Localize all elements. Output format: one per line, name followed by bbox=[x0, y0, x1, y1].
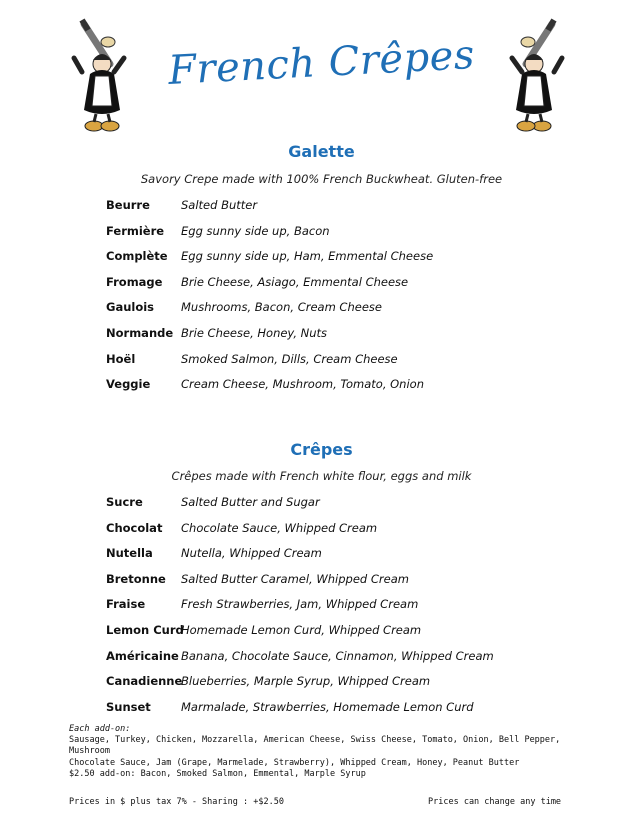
addons-line: Chocolate Sauce, Jam (Grape, Marmelade, Strawberry), Whipped Cream, Honey, Peanut Butter bbox=[69, 757, 520, 768]
item-name: Sunset bbox=[106, 699, 151, 714]
item-name: Nutella bbox=[106, 546, 153, 561]
item-description: Egg sunny side up, Ham, Emmental Cheese bbox=[181, 249, 434, 264]
galette-heading: Galette bbox=[288, 142, 355, 161]
item-name: Canadienne bbox=[106, 674, 183, 689]
crepes-heading: Crêpes bbox=[290, 440, 353, 459]
item-description: Smoked Salmon, Dills, Cream Cheese bbox=[181, 351, 398, 366]
addons-block bbox=[69, 724, 569, 780]
item-description: Cream Cheese, Mushroom, Tomato, Onion bbox=[181, 377, 424, 392]
addons-line: Sausage, Turkey, Chicken, Mozzarella, American Cheese, Swiss Cheese, Tomato, Onion, Bell Pepper, Mushroom bbox=[69, 735, 561, 757]
item-name: Beurre bbox=[106, 198, 150, 212]
item-name: Lemon Curd bbox=[106, 622, 184, 637]
item-description: Marmalade, Strawberries, Homemade Lemon Curd bbox=[181, 699, 474, 714]
item-name: Fraise bbox=[106, 597, 146, 612]
addons-label: Each add-on: bbox=[69, 724, 131, 734]
item-description: Brie Cheese, Honey, Nuts bbox=[181, 325, 328, 340]
item-name: Sucre bbox=[106, 495, 143, 509]
item-name: Fromage bbox=[106, 274, 163, 289]
item-description: Egg sunny side up, Bacon bbox=[181, 223, 330, 238]
price-change-note: Prices can change any time bbox=[428, 797, 562, 807]
item-name: Hoël bbox=[106, 351, 136, 366]
item-name: Normande bbox=[106, 325, 174, 340]
item-description: Fresh Strawberries, Jam, Whipped Cream bbox=[181, 597, 419, 612]
pricing-note: Prices in $ plus tax 7% - Sharing : +$2.50 bbox=[69, 797, 284, 807]
item-description: Chocolate Sauce, Whipped Cream bbox=[181, 520, 378, 535]
item-description: Nutella, Whipped Cream bbox=[181, 546, 322, 561]
item-description: Brie Cheese, Asiago, Emmental Cheese bbox=[181, 274, 409, 289]
menu-title: French Crêpes bbox=[167, 32, 476, 94]
item-description: Banana, Chocolate Sauce, Cinnamon, Whipped Cream bbox=[181, 648, 494, 663]
item-name: Complète bbox=[106, 249, 168, 264]
item-name: Chocolat bbox=[106, 520, 163, 535]
item-description: Blueberries, Marple Syrup, Whipped Cream bbox=[181, 674, 431, 689]
item-description: Salted Butter bbox=[181, 198, 258, 212]
addons-line: $2.50 add-on: Bacon, Smoked Salmon, Emmental, Marple Syrup bbox=[69, 768, 366, 779]
item-description: Salted Butter and Sugar bbox=[181, 495, 320, 509]
galette-subtitle: Savory Crepe made with 100% French Buckwheat. Gluten-free bbox=[140, 172, 503, 186]
item-name: Américaine bbox=[106, 648, 179, 663]
item-description: Mushrooms, Bacon, Cream Cheese bbox=[181, 300, 382, 315]
item-name: Veggie bbox=[106, 377, 151, 392]
item-name: Fermière bbox=[106, 223, 165, 238]
item-name: Bretonne bbox=[106, 571, 166, 586]
item-description: Homemade Lemon Curd, Whipped Cream bbox=[181, 622, 422, 637]
item-name: Gaulois bbox=[106, 300, 155, 315]
item-description: Salted Butter Caramel, Whipped Cream bbox=[181, 571, 409, 586]
crepes-subtitle: Crêpes made with French white flour, eggs and milk bbox=[171, 469, 472, 483]
